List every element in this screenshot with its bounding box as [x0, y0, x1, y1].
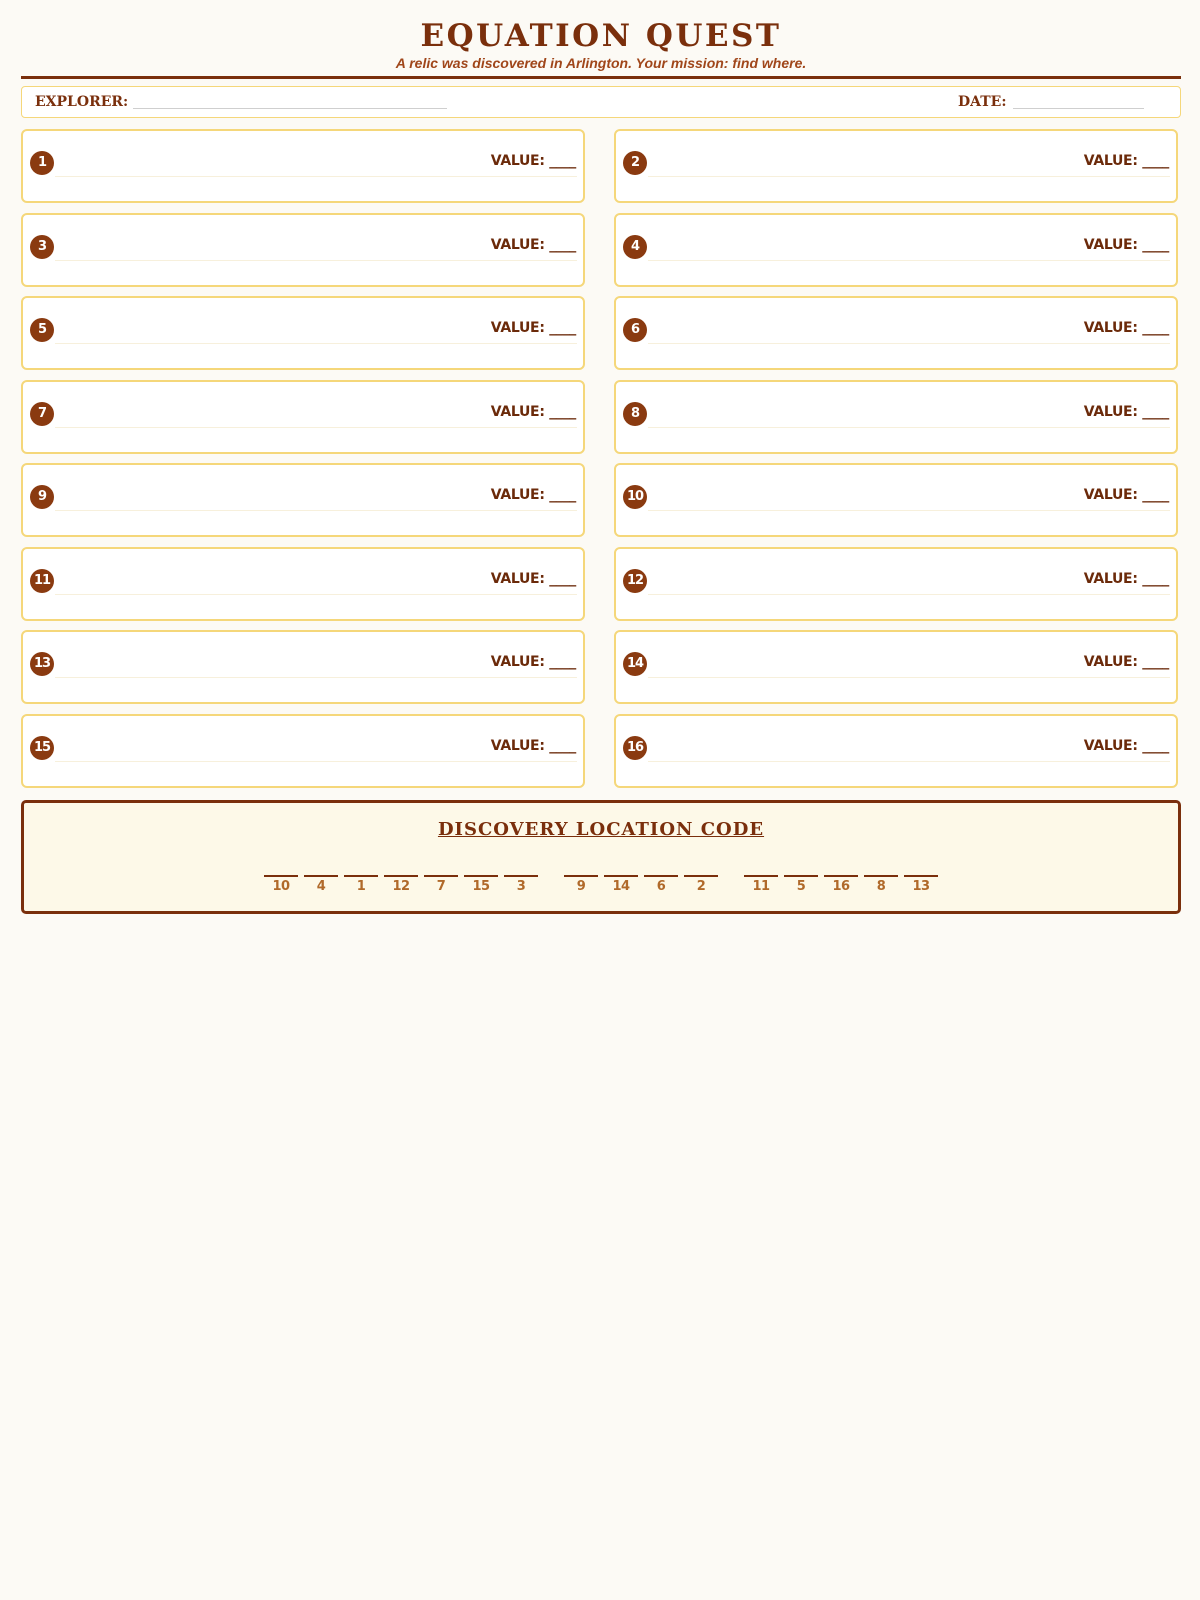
problem-number-badge: 16 — [623, 736, 647, 760]
value-answer-field[interactable]: VALUE: ____ — [490, 404, 576, 420]
work-line — [648, 510, 1170, 511]
code-slot-number: 7 — [436, 879, 446, 894]
code-slot-number: 8 — [876, 879, 886, 894]
code-letter-slot[interactable] — [824, 875, 858, 894]
value-answer-field[interactable]: VALUE: ____ — [490, 738, 576, 754]
problem-number-badge: 5 — [30, 318, 54, 342]
problem-card — [614, 213, 1178, 287]
explorer-label: EXPLORER: — [35, 94, 129, 110]
work-line — [55, 343, 577, 344]
problem-card — [614, 547, 1178, 621]
problem-card — [614, 630, 1178, 704]
code-slot-number: 13 — [912, 879, 930, 894]
worksheet-page — [21, 0, 1181, 894]
problem-card — [21, 630, 585, 704]
code-letter-slot[interactable] — [744, 875, 778, 894]
code-letter-blank — [264, 875, 298, 877]
code-slot-number: 11 — [752, 879, 770, 894]
code-slot-number: 16 — [832, 879, 850, 894]
code-letter-blank — [564, 875, 598, 877]
code-letter-slot[interactable] — [464, 875, 498, 894]
explorer-field[interactable] — [133, 108, 447, 109]
code-letter-blank — [684, 875, 718, 877]
work-line — [55, 260, 577, 261]
problem-number-badge: 10 — [623, 485, 647, 509]
work-line — [55, 176, 577, 177]
problem-number-badge: 6 — [623, 318, 647, 342]
code-word-group — [261, 875, 541, 894]
problem-card — [614, 296, 1178, 370]
code-letter-slot[interactable] — [864, 875, 898, 894]
code-letter-slot[interactable] — [384, 875, 418, 894]
problem-card — [21, 296, 585, 370]
work-line — [648, 343, 1170, 344]
code-letter-blank — [864, 875, 898, 877]
code-slot-number: 1 — [356, 879, 366, 894]
code-letter-blank — [904, 875, 938, 877]
code-letter-slot[interactable] — [304, 875, 338, 894]
code-letter-blank — [744, 875, 778, 877]
value-answer-field[interactable]: VALUE: ____ — [1083, 571, 1169, 587]
value-answer-field[interactable]: VALUE: ____ — [490, 487, 576, 503]
code-letter-slot[interactable] — [644, 875, 678, 894]
problem-number-badge: 1 — [30, 151, 54, 175]
page-subtitle: A relic was discovered in Arlington. Your mission: find where. — [395, 55, 807, 71]
work-line — [648, 594, 1170, 595]
problem-number-badge: 8 — [623, 402, 647, 426]
problem-card — [21, 380, 585, 454]
problem-card — [614, 463, 1178, 537]
problem-card — [21, 547, 585, 621]
value-answer-field[interactable]: VALUE: ____ — [490, 320, 576, 336]
code-word-group — [561, 875, 721, 894]
date-label: DATE: — [958, 94, 1007, 110]
page-title: EQUATION QUEST — [420, 18, 782, 54]
value-answer-field[interactable]: VALUE: ____ — [1083, 153, 1169, 169]
value-answer-field[interactable]: VALUE: ____ — [1083, 487, 1169, 503]
code-letter-blank — [824, 875, 858, 877]
info-bar — [21, 86, 1181, 118]
code-title: DISCOVERY LOCATION CODE — [437, 819, 765, 840]
problem-number-badge: 7 — [30, 402, 54, 426]
code-slot-number: 9 — [576, 879, 586, 894]
code-slots — [24, 875, 1178, 894]
value-answer-field[interactable]: VALUE: ____ — [490, 571, 576, 587]
code-slot-number: 10 — [272, 879, 290, 894]
problem-card — [21, 463, 585, 537]
work-line — [55, 427, 577, 428]
code-slot-number: 12 — [392, 879, 410, 894]
code-word-group — [741, 875, 941, 894]
work-line — [648, 677, 1170, 678]
value-answer-field[interactable]: VALUE: ____ — [1083, 404, 1169, 420]
problem-number-badge: 4 — [623, 235, 647, 259]
code-letter-blank — [304, 875, 338, 877]
code-letter-blank — [644, 875, 678, 877]
code-letter-blank — [464, 875, 498, 877]
code-slot-number: 2 — [696, 879, 706, 894]
problem-number-badge: 12 — [623, 569, 647, 593]
problem-card — [614, 714, 1178, 788]
value-answer-field[interactable]: VALUE: ____ — [1083, 654, 1169, 670]
problem-card — [21, 714, 585, 788]
code-letter-slot[interactable] — [784, 875, 818, 894]
code-letter-slot[interactable] — [344, 875, 378, 894]
code-letter-blank — [504, 875, 538, 877]
code-slot-number: 14 — [612, 879, 630, 894]
code-letter-blank — [344, 875, 378, 877]
code-letter-slot[interactable] — [564, 875, 598, 894]
code-letter-blank — [784, 875, 818, 877]
problem-number-badge: 13 — [30, 652, 54, 676]
problem-number-badge: 3 — [30, 235, 54, 259]
value-answer-field[interactable]: VALUE: ____ — [1083, 320, 1169, 336]
work-line — [648, 427, 1170, 428]
problem-card — [21, 213, 585, 287]
code-letter-slot[interactable] — [904, 875, 938, 894]
code-letter-slot[interactable] — [264, 875, 298, 894]
value-answer-field[interactable]: VALUE: ____ — [1083, 738, 1169, 754]
discovery-code-box — [21, 800, 1181, 914]
code-letter-slot[interactable] — [504, 875, 538, 894]
work-line — [648, 260, 1170, 261]
code-letter-slot[interactable] — [424, 875, 458, 894]
code-slot-number: 6 — [656, 879, 666, 894]
work-line — [55, 761, 577, 762]
code-letter-blank — [604, 875, 638, 877]
work-line — [55, 677, 577, 678]
problem-card — [614, 129, 1178, 203]
work-line — [648, 761, 1170, 762]
worksheet-header — [21, 0, 1181, 79]
problem-number-badge: 9 — [30, 485, 54, 509]
work-line — [648, 176, 1170, 177]
code-slot-number: 5 — [796, 879, 806, 894]
problem-number-badge: 14 — [623, 652, 647, 676]
work-line — [55, 594, 577, 595]
code-slot-number: 15 — [472, 879, 490, 894]
problem-card — [614, 380, 1178, 454]
code-slot-number: 4 — [316, 879, 326, 894]
work-line — [55, 510, 577, 511]
code-slot-number: 3 — [516, 879, 526, 894]
problem-card — [21, 129, 585, 203]
date-field[interactable] — [1013, 108, 1144, 109]
problem-number-badge: 15 — [30, 736, 54, 760]
value-answer-field[interactable]: VALUE: ____ — [1083, 237, 1169, 253]
problem-number-badge: 11 — [30, 569, 54, 593]
value-answer-field[interactable]: VALUE: ____ — [490, 153, 576, 169]
value-answer-field[interactable]: VALUE: ____ — [490, 654, 576, 670]
problem-number-badge: 2 — [623, 151, 647, 175]
code-letter-blank — [424, 875, 458, 877]
code-letter-slot[interactable] — [684, 875, 718, 894]
code-letter-slot[interactable] — [604, 875, 638, 894]
value-answer-field[interactable]: VALUE: ____ — [490, 237, 576, 253]
code-letter-blank — [384, 875, 418, 877]
